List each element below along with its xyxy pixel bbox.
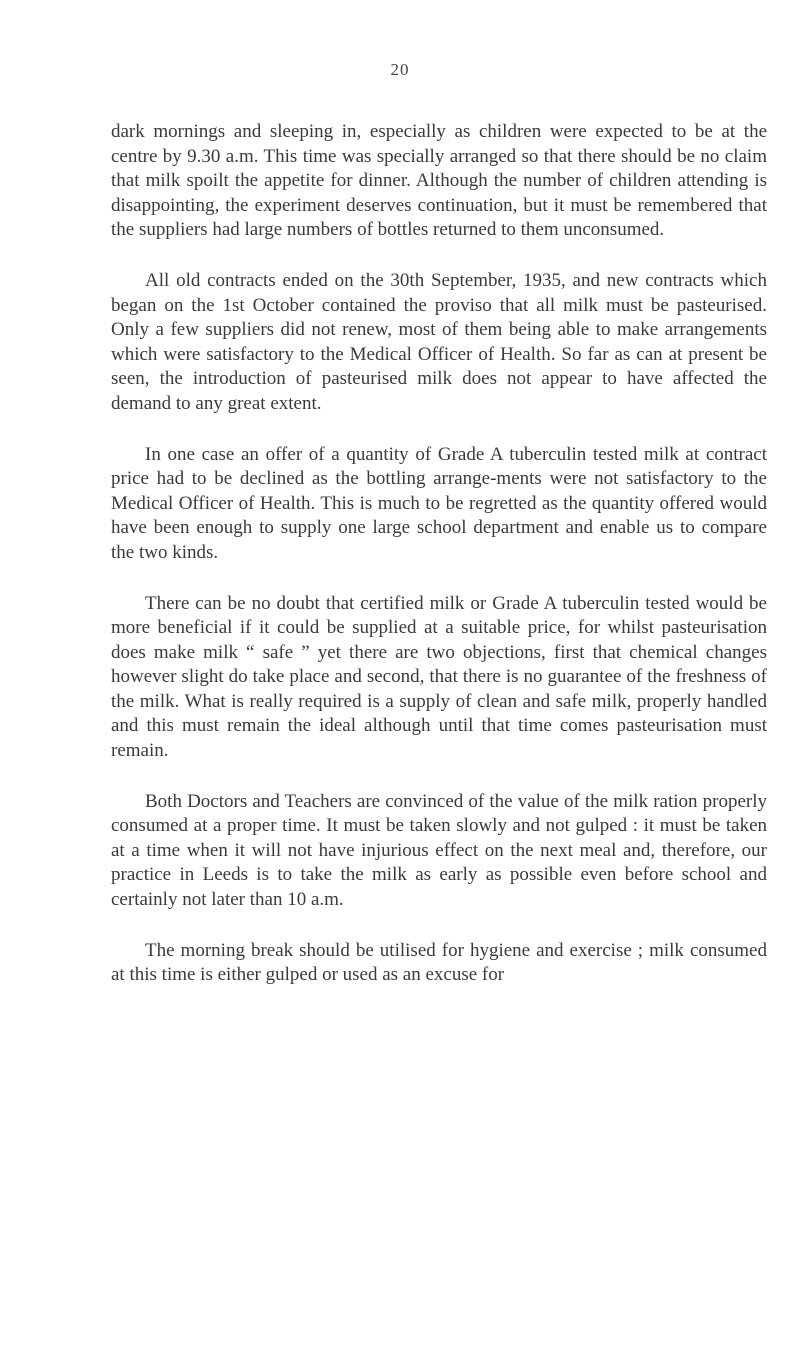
paragraph-grade-a-offer: In one case an offer of a quantity of Grade A tuberculin tested milk at contract price had to be declined as the bottling arrange-ments were not satisfactory to the Medical Officer of Health. This is much to be regretted as the quantity offered would have been enough to supply one large school department and enable us to compare the two kinds. bbox=[111, 443, 767, 563]
page-number: 20 bbox=[390, 60, 410, 79]
paragraph-morning-break: The morning break should be utilised for hygiene and exercise ; milk consumed at this time is either gulped or used as an excuse for bbox=[111, 939, 767, 986]
body-text bbox=[111, 120, 767, 1014]
paragraph-certified-milk: There can be no doubt that certified milk or Grade A tuberculin tested would be more beneficial if it could be supplied at a suitable price, for whilst pasteurisation does make milk “ safe ” yet there are two objections, first that chemical changes however slight do take place and second, that there is no guarantee of the freshness of the milk. What is really required is a supply of clean and safe milk, properly handled and this must remain the ideal although until that time comes pasteurisation must remain. bbox=[111, 592, 767, 762]
paragraph-old-contracts: All old contracts ended on the 30th September, 1935, and new contracts which began on the 1st October contained the proviso that all milk must be pasteurised. Only a few suppliers did not renew, most of them being able to make arrangements which were satisfactory to the Medical Officer of Health. So far as can at present be seen, the introduction of pasteurised milk does not appear to have affected the demand to any great extent. bbox=[111, 269, 767, 414]
paragraph-dark-mornings: dark mornings and sleeping in, especially as children were expected to be at the centre by 9.30 a.m. This time was specially arranged so that there should be no claim that milk spoilt the appetite for dinner. Although the number of children attending is disappointing, the experiment deserves continuation, but it must be remembered that the suppliers had large numbers of bottles returned to them unconsumed. bbox=[111, 121, 767, 241]
paragraph-doctors-teachers: Both Doctors and Teachers are convinced of the value of the milk ration properly consumed at a proper time. It must be taken slowly and not gulped : it must be taken at a time when it will not have injurious effect on the next meal and, therefore, our practice in Leeds is to take the milk as early as possible even before school and certainly not later than 10 a.m. bbox=[111, 790, 767, 911]
